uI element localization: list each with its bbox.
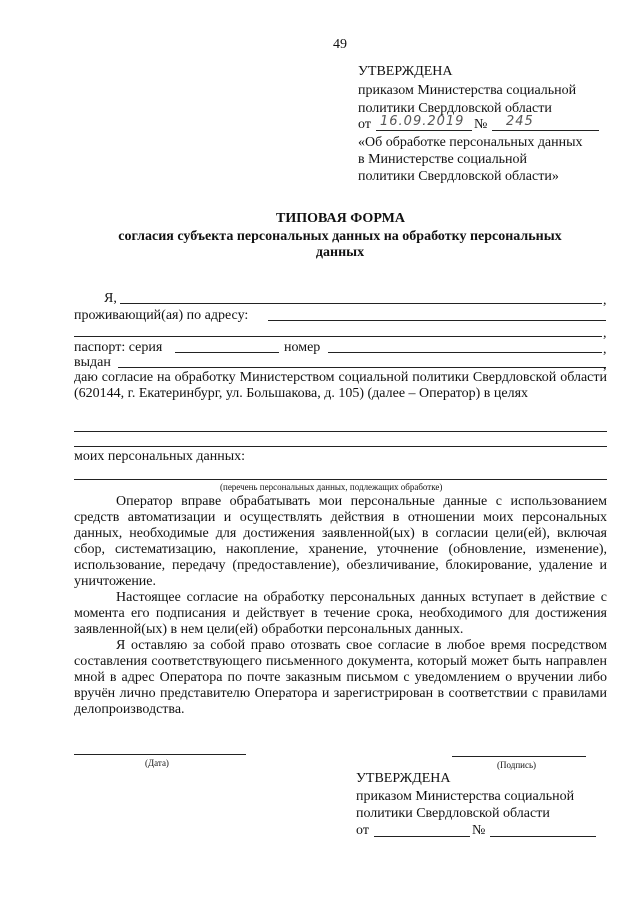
approval-line-2: политики Свердловской области — [356, 806, 550, 821]
issued-label: выдан — [74, 355, 111, 370]
comma: , — [603, 358, 607, 373]
paragraph-validity — [74, 590, 607, 638]
approval-ot-label: от — [356, 823, 369, 838]
approval-subject-line-1: «Об обработке персональных данных — [358, 135, 583, 150]
purpose-field-line-1[interactable] — [74, 431, 607, 432]
purpose-field-line-2[interactable] — [74, 446, 607, 447]
paragraph-revocation-text: Я оставляю за собой право отозвать свое согласие в любое время посредством составления соответствующего письменного документа, который может быть направлен мной в адрес Оператора по почте заказным письмом с уведомлением о вручении либо вручён лично представителю Оператора и зарегистрирован в соответствии с правилами делопроизводства. — [74, 638, 607, 717]
approval-ot-label: от — [358, 117, 371, 132]
approval-heading: УТВЕРЖДЕНА — [358, 64, 453, 79]
signature-caption: (Подпись) — [497, 760, 537, 770]
paragraph-validity-text: Настоящее согласие на обработку персональных данных вступает в действие с момента его подписания и действует в течение срока, необходимого для достижения заявленной(ых) в нем цели(ей) обработки персональных данных. — [74, 590, 607, 637]
approval-number-line[interactable] — [490, 836, 596, 837]
approval-date-line — [376, 130, 472, 131]
signature-field[interactable] — [452, 756, 586, 757]
paragraph-revocation — [74, 638, 607, 718]
address-field-continued[interactable] — [74, 336, 602, 337]
passport-number-field[interactable] — [328, 352, 602, 353]
approval-date-handwritten: 16.09.2019 — [380, 114, 465, 129]
paragraph-operator-rights — [74, 494, 607, 590]
date-field[interactable] — [74, 754, 246, 755]
paragraph-operator-rights-text: Оператор вправе обрабатывать мои персональные данные с использованием средств автоматизации и осуществлять действия в отношении моих персональных данных, необходимые для достижения заявленной(ых) в согласии цели(ей), включая сбор, систематизацию, накопление, хранение, уточнение (обновление, изменение), использование, передачу (предоставление), обезличивание, блокирование, удаление и уничтожение. — [74, 494, 607, 589]
comma: , — [603, 342, 607, 357]
date-caption: (Дата) — [145, 758, 169, 768]
approval-line-2: политики Свердловской области — [358, 101, 552, 116]
approval-subject-line-3: политики Свердловской области» — [358, 169, 559, 184]
my-data-label: моих персональных данных: — [74, 449, 245, 464]
comma: , — [603, 326, 607, 341]
full-name-field[interactable] — [120, 303, 602, 304]
approval-number-label: № — [474, 117, 488, 132]
approval-subject-line-2: в Министерстве социальной — [358, 152, 528, 167]
ya-label: Я, — [104, 291, 117, 306]
form-subtitle: согласия субъекта персональных данных на обработку персональных данных — [118, 229, 562, 260]
approval-line-1: приказом Министерства социальной — [356, 789, 575, 804]
data-list-field[interactable] — [74, 479, 607, 480]
issued-by-field[interactable] — [118, 367, 606, 368]
data-list-caption: (перечень персональных данных, подлежащих обработке) — [220, 482, 443, 492]
approval-number-line — [492, 130, 599, 131]
approval-line-1: приказом Министерства социальной — [358, 83, 577, 98]
approval-heading: УТВЕРЖДЕНА — [356, 771, 451, 786]
address-field[interactable] — [268, 320, 606, 321]
form-title: ТИПОВАЯ ФОРМА — [276, 211, 405, 226]
approval-date-line[interactable] — [374, 836, 470, 837]
address-label: проживающий(ая) по адресу: — [74, 308, 249, 323]
approval-number-handwritten: 245 — [506, 114, 534, 129]
page-number: 49 — [333, 37, 347, 52]
passport-series-label: паспорт: серия — [74, 340, 163, 355]
consent-text: даю согласие на обработку Министерством социальной политики Свердловской области (620144, г. Екатеринбург, ул. Большакова, д. 105) (далее – Оператор) в целях — [74, 370, 607, 401]
passport-series-field[interactable] — [175, 352, 279, 353]
passport-number-label: номер — [284, 340, 321, 355]
comma: , — [603, 293, 607, 308]
approval-number-label: № — [472, 823, 486, 838]
